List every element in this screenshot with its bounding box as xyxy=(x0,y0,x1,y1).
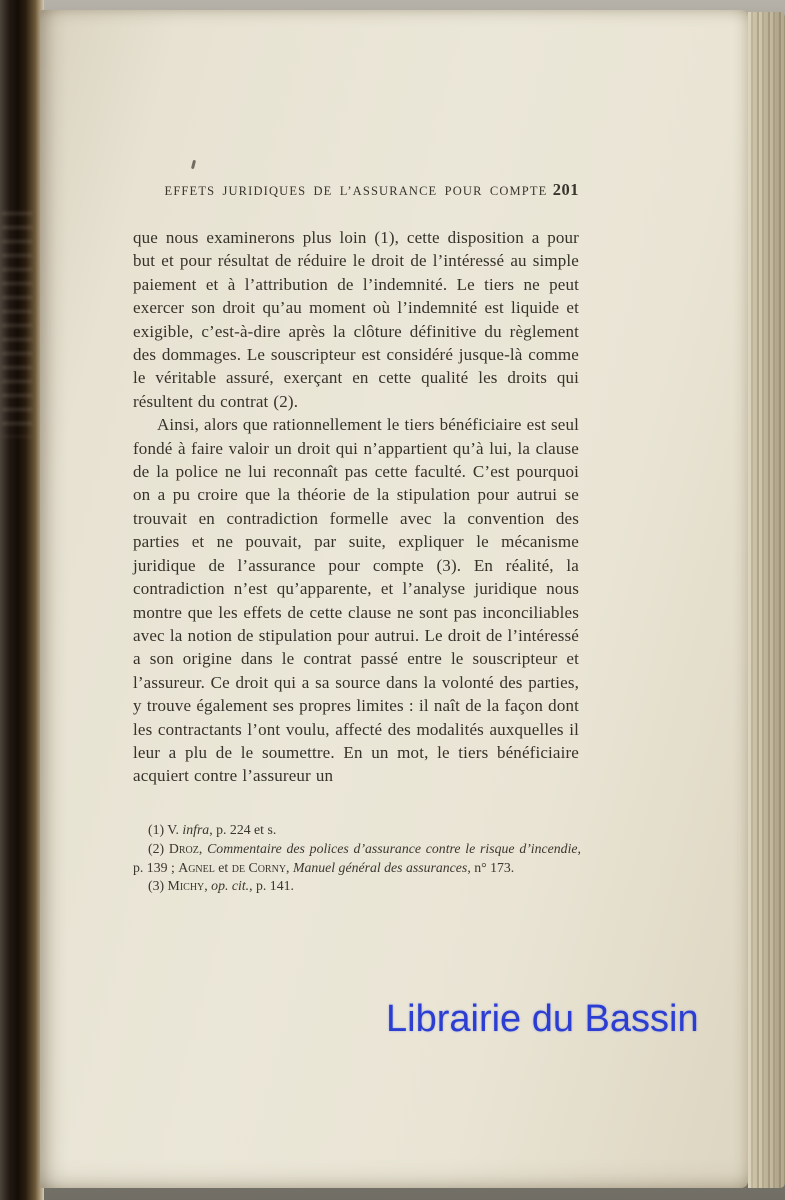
footnote-author: Michy xyxy=(167,878,205,894)
footnote-text: (1) V. xyxy=(148,822,183,837)
footnote-text-italic: op. cit. xyxy=(211,878,250,894)
footnote-2 xyxy=(133,840,581,878)
footnote-author: Agnel xyxy=(178,859,215,875)
footnotes xyxy=(133,821,581,896)
running-header xyxy=(133,180,579,199)
footnote-text: (2) xyxy=(148,840,169,856)
footnote-text: , p. 224 et s. xyxy=(209,822,277,837)
footnote-text: , p. 141. xyxy=(249,878,294,894)
paragraph-continuation: que nous examinerons plus loin (1), cette disposition a pour but et pour résultat de réduire le droit de l’intéressé au simple paiement et à l’attribution de l’indemnité. Le tiers ne peut exercer son droit qu’au moment où l’indemnité est liquide et exigible, c’est-à-dire après la clôture définitive du règlement des dommages. Le souscripteur est considéré jusque-là comme le véritable assuré, exerçant en cette qualité les droits qui résultent du contrat (2). xyxy=(133,228,579,411)
footnote-text: , xyxy=(286,859,293,875)
running-title: EFFETS JURIDIQUES DE L’ASSURANCE POUR COMPTE xyxy=(164,184,548,198)
body-text xyxy=(133,226,579,788)
footnote-text: , p. 139 ; xyxy=(133,840,581,875)
footnote-text: (3) xyxy=(148,878,168,894)
footnote-text: et xyxy=(214,859,232,875)
footnote-text-italic: infra xyxy=(182,822,210,837)
paragraph: Ainsi, alors que rationnellement le tiers bénéficiaire est seul fondé à faire valoir un droit qui n’appartient qu’à lui, la clause de la police ne lui reconnaît pas cette faculté. C’est pourquoi on a pu croire que la théorie de la stipulation pour autrui se trouvait en contradiction formelle avec la convention des parties et ne pouvait, par suite, expliquer le mécanisme juridique de l’assurance pour compte (3). En réalité, la contradiction n’est qu’apparente, et l’analyse juridique nous montre que les effets de cette clause ne sont pas inconciliables avec la notion de stipulation pour autrui. Le droit de l’intéressé a son origine dans le contrat passé entre le souscripteur et l’assureur. Ce droit qui a sa source dans la volonté des parties, y trouve également ses propres limites : il naît de la façon dont les contractants l’ont voulu, affecté des modalités auxquelles il leur a plu de le soumettre. En un mot, le tiers bénéficiaire acquiert contre l’assureur un xyxy=(133,415,579,786)
footnote-text: , xyxy=(198,840,208,856)
footnote-work-title: Commentaire des polices d’assurance contre le risque d’incendie xyxy=(207,840,578,856)
footnote-text: , n° 173. xyxy=(467,859,515,875)
page-number: 201 xyxy=(552,180,579,199)
showthrough-text-ghost xyxy=(2,212,32,437)
footnote-author: de Corny xyxy=(231,859,287,875)
book-spine-shadow xyxy=(0,0,44,1200)
footnote-text: , xyxy=(204,878,212,894)
footnote-1 xyxy=(133,821,581,840)
footnote-3 xyxy=(133,877,581,896)
bookseller-watermark: Librairie du Bassin xyxy=(386,998,699,1040)
page-edge-stack xyxy=(748,12,785,1188)
footnote-work-title: Manuel général des assurances xyxy=(292,859,468,875)
footnote-author: Droz xyxy=(168,840,199,856)
